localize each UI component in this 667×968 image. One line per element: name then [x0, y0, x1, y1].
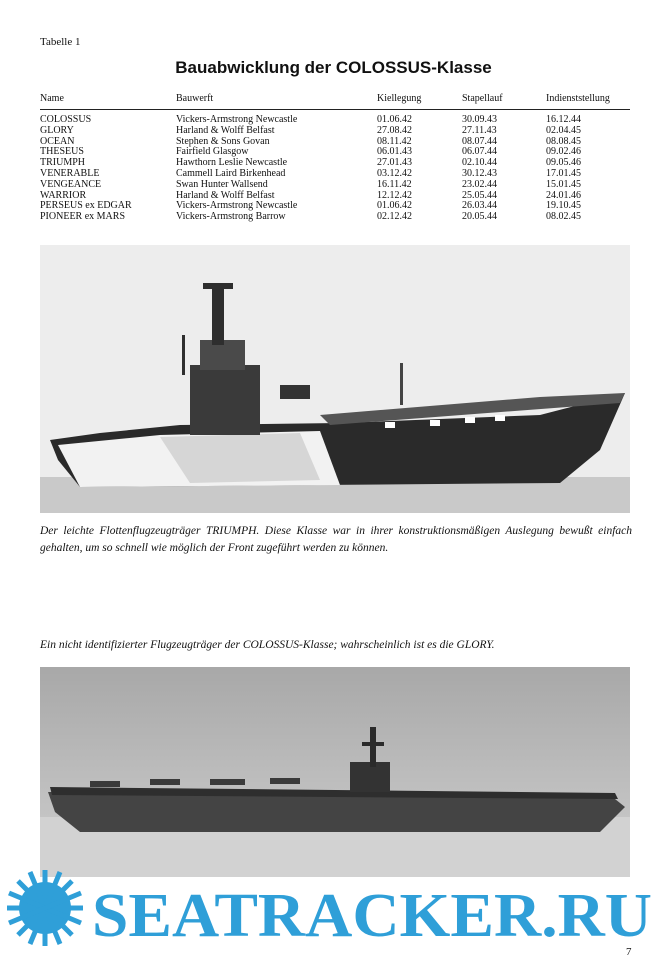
cell-bauwerft: Cammell Laird Birkenhead	[176, 168, 286, 179]
cell-indienststellung: 09.02.46	[546, 146, 581, 158]
header-stapellauf: Stapellauf	[462, 93, 503, 104]
cell-kiellegung: 01.06.42	[377, 114, 412, 125]
cell-indienststellung: 15.01.45	[546, 178, 581, 190]
header-name: Name	[40, 93, 64, 104]
page-number: 7	[626, 946, 632, 958]
table-label: Tabelle 1	[40, 36, 81, 48]
cell-stapellauf: 02.10.44	[462, 157, 497, 169]
cell-kiellegung: 08.11.42	[377, 135, 412, 147]
cell-stapellauf: 23.02.44	[462, 178, 497, 190]
cell-bauwerft: Swan Hunter Wallsend	[176, 178, 268, 190]
cell-indienststellung: 02.04.45	[546, 124, 581, 136]
cell-bauwerft: Vickers-Armstrong Newcastle	[176, 200, 298, 212]
cell-name: VENGEANCE	[40, 178, 102, 190]
cell-kiellegung: 01.06.42	[377, 200, 412, 212]
cell-bauwerft: Stephen & Sons Govan	[176, 135, 270, 147]
cell-bauwerft: Fairfield Glasgow	[176, 146, 249, 158]
cell-indienststellung: 19.10.45	[546, 200, 581, 212]
page-title: Bauabwicklung der COLOSSUS-Klasse	[175, 58, 492, 77]
cell-stapellauf: 25.05.44	[462, 189, 497, 201]
cell-name: PERSEUS ex EDGAR	[40, 200, 132, 212]
cell-bauwerft: Vickers-Armstrong Newcastle	[176, 114, 298, 125]
header-bauwerft: Bauwerft	[176, 93, 214, 104]
cell-indienststellung: 24.01.46	[546, 189, 581, 201]
cell-kiellegung: 27.08.42	[377, 124, 412, 136]
cell-name: OCEAN	[40, 135, 75, 147]
cell-bauwerft: Harland & Wolff Belfast	[176, 124, 275, 136]
cell-kiellegung: 06.01.43	[377, 146, 412, 158]
cell-stapellauf: 08.07.44	[462, 135, 497, 147]
cell-kiellegung: 12.12.42	[377, 189, 412, 201]
cell-name: GLORY	[40, 124, 74, 136]
cell-stapellauf: 27.11.43	[462, 124, 497, 136]
cell-indienststellung: 16.12.44	[546, 114, 581, 125]
cell-stapellauf: 30.12.43	[462, 168, 497, 179]
carrier-photo-1	[40, 245, 630, 513]
header-kiellegung: Kiellegung	[377, 93, 422, 104]
cell-name: VENERABLE	[40, 168, 100, 179]
cell-name: COLOSSUS	[40, 114, 92, 125]
cell-indienststellung: 17.01.45	[546, 168, 581, 179]
cell-indienststellung: 08.02.45	[546, 211, 581, 223]
cell-stapellauf: 26.03.44	[462, 200, 497, 212]
cell-bauwerft: Vickers-Armstrong Barrow	[176, 211, 286, 223]
cell-stapellauf: 06.07.44	[462, 146, 497, 158]
cell-kiellegung: 02.12.42	[377, 211, 412, 223]
cell-indienststellung: 08.08.45	[546, 135, 581, 147]
cell-indienststellung: 09.05.46	[546, 157, 581, 169]
cell-kiellegung: 16.11.42	[377, 178, 412, 190]
photo-glory	[40, 667, 630, 877]
watermark	[0, 866, 667, 946]
cell-stapellauf: 20.05.44	[462, 211, 497, 223]
cell-stapellauf: 30.09.43	[462, 114, 497, 125]
cell-bauwerft: Harland & Wolff Belfast	[176, 189, 275, 201]
cell-name: TRIUMPH	[40, 157, 86, 169]
watermark-text: SEATRACKER.RU	[92, 882, 652, 946]
cell-kiellegung: 27.01.43	[377, 157, 412, 169]
cell-name: THESEUS	[40, 146, 84, 158]
cell-kiellegung: 03.12.42	[377, 168, 412, 179]
carrier-photo-2	[40, 667, 630, 877]
sun-logo-icon	[7, 870, 83, 946]
photo-triumph	[40, 245, 630, 513]
cell-name: WARRIOR	[40, 189, 87, 201]
cell-bauwerft: Hawthorn Leslie Newcastle	[176, 157, 288, 169]
caption-triumph: Der leichte Flottenflugzeugträger TRIUMPH. Diese Klasse war in ihrer konstruktionsmäßigen Auslegung bewußt einfach gehalten, um so schnell wie möglich der Front zugeführt werden zu können.	[40, 525, 632, 554]
table-header-rule	[40, 109, 630, 110]
watermark-logo	[0, 866, 667, 946]
cell-name: PIONEER ex MARS	[40, 211, 126, 223]
header-indienststellung: Indienststellung	[546, 93, 610, 104]
caption-glory: Ein nicht identifizierter Flugzeugträger der COLOSSUS-Klasse; wahrscheinlich ist es die GLORY.	[40, 639, 495, 651]
